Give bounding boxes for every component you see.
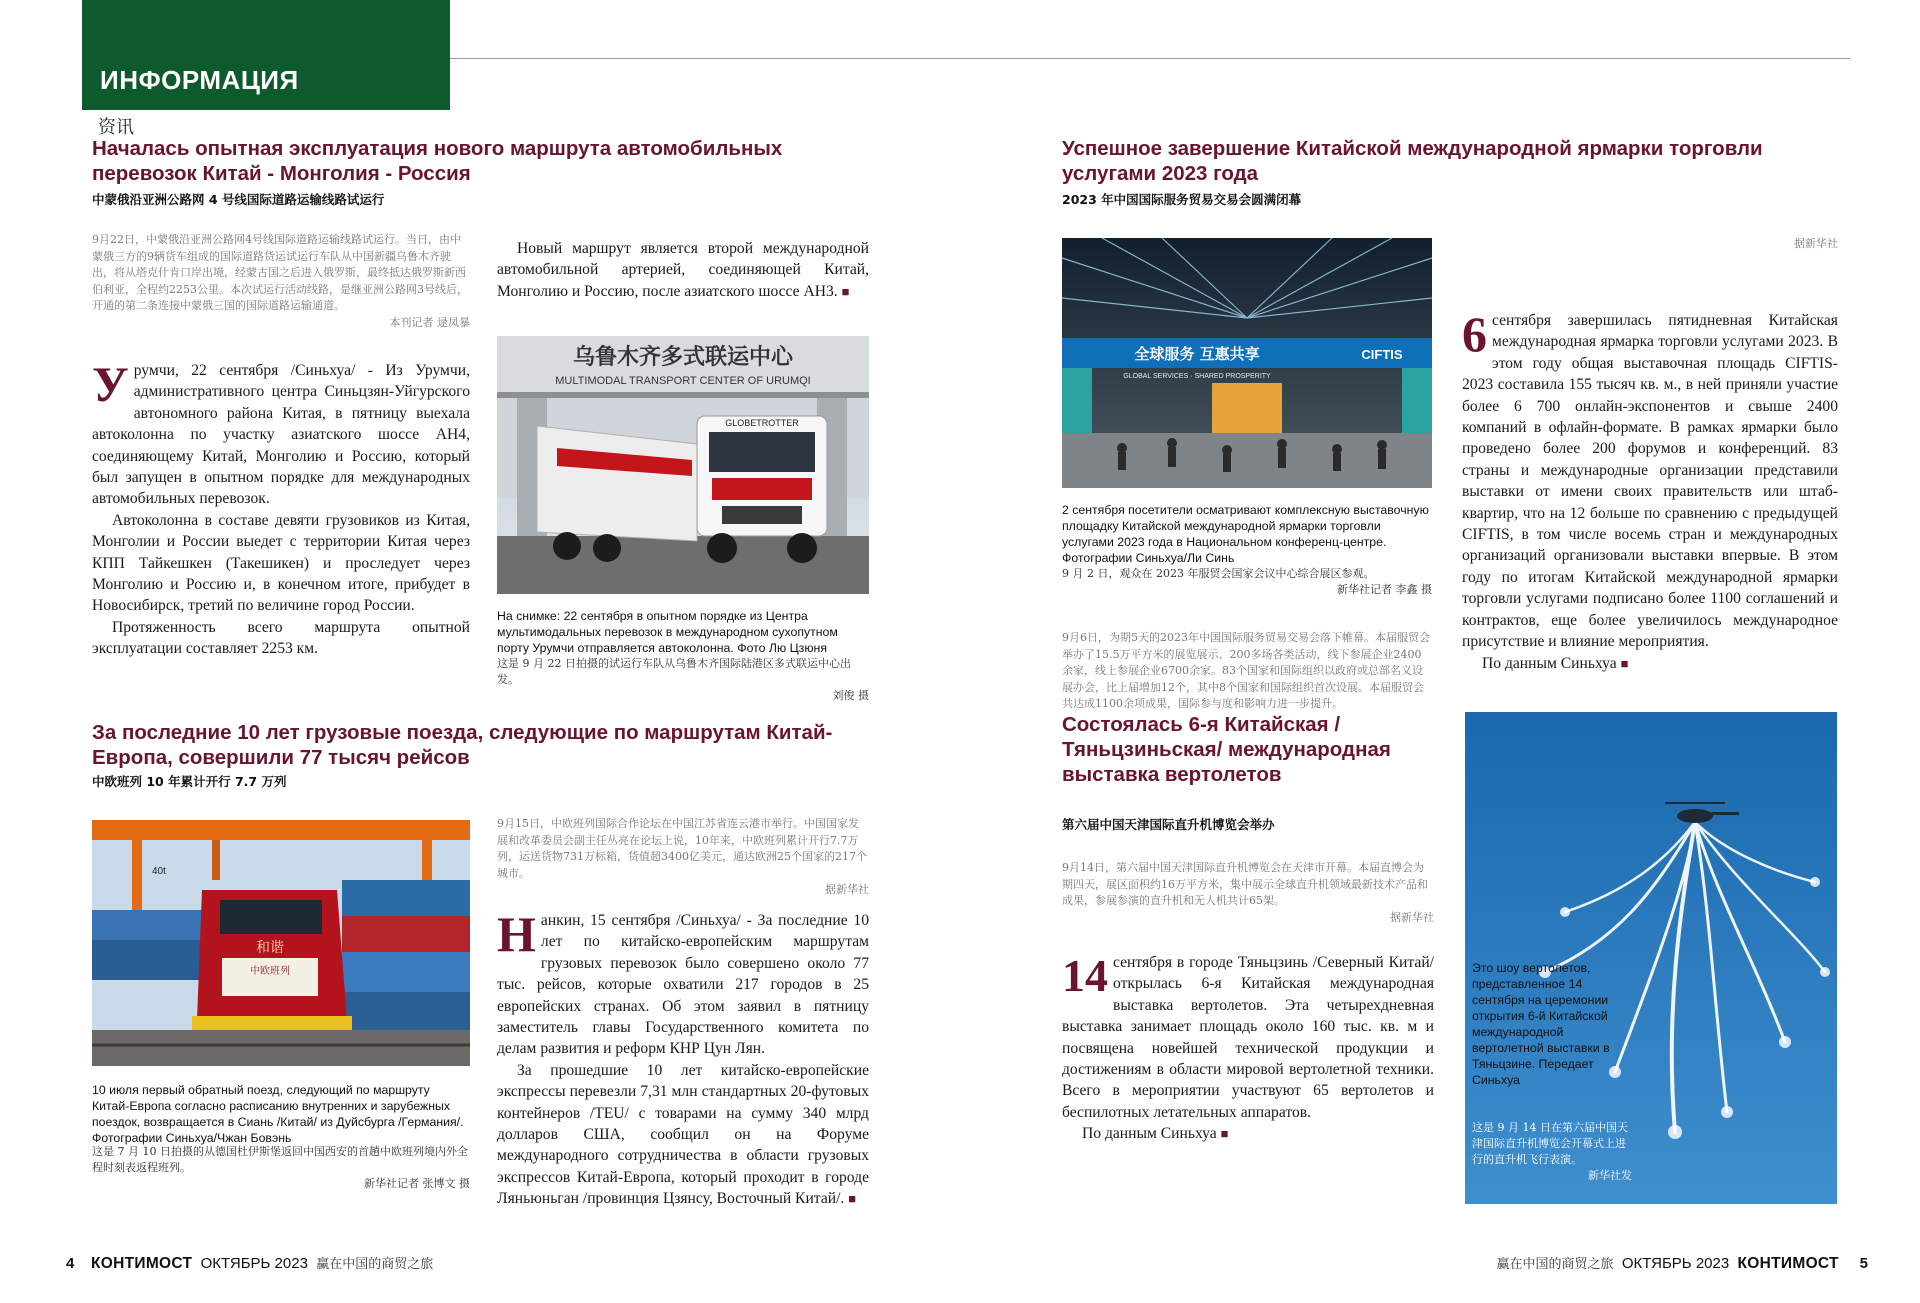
footer-left bbox=[66, 1253, 433, 1273]
article3-summary-cn-part1 bbox=[1062, 630, 1432, 710]
article4-source-text: По данным Синьхуа bbox=[1082, 1125, 1217, 1143]
train-photo-banner-cn: 中欧班列 bbox=[250, 966, 290, 977]
article3-p1-text: сентября завершилась пятидневная Китайская международная ярмарка торговли услугами 2023. В этом году общая выставочная площадь CIFTIS-2023 составила 155 тысяч кв. м., в ней приняли участие более 6 700 онлайн-экспонентов и свыше 2400 компаний в офлайн-формате. В рамках ярмарки было проведено более 200 форумов и конференций. 83 страны и международные организации представили выставки от имени своих правительств или штаб-квартир, что на 12 больше по сравнению с предыдущей CIFTIS, в том числе восемь стран и международных организаций организовали выставки впервые. В этом году по итогам Китайской международной ярмарки торговли услугами подписано более 1100 соглашений и контрактов, еще более увеличилось международное присутствие и влияние мероприятия. bbox=[1462, 312, 1838, 651]
article4-photo-caption-source: 新华社发 bbox=[1588, 1169, 1632, 1182]
section-header-tab bbox=[82, 0, 450, 110]
article2-summary-cn-text: 9月15日，中欧班列国际合作论坛在中国江苏省连云港市举行。中国国家发展和改革委员会副主任丛亮在论坛上说，10年来，中欧班列累计开行7.7万列，运送货物731万标箱，货值超3400亿美元，通达欧洲25个国家的217个城市。 bbox=[497, 817, 867, 880]
article1-subtitle-cn: 中蒙俄沿亚洲公路网 4 号线国际道路运输线路试运行 bbox=[92, 192, 385, 207]
ciftis-photo-banner-en: GLOBAL SERVICES · SHARED PROSPERITY bbox=[1123, 373, 1271, 380]
article1-body-col1 bbox=[92, 356, 470, 660]
train-photo-number: 40t bbox=[152, 866, 166, 877]
article3-source bbox=[1462, 653, 1838, 674]
article3-paragraph-1 bbox=[1462, 306, 1838, 653]
article4-summary-source: 据新华社 bbox=[1390, 910, 1434, 924]
train-photo-loco-cn: 和谐 bbox=[256, 940, 284, 956]
article3-title: Успешное завершение Китайской международной ярмарки торговли услугами 2023 года bbox=[1062, 137, 1763, 185]
article2-body bbox=[497, 906, 869, 1210]
article1-summary-source: 本刊记者 逯凤暴 bbox=[389, 315, 470, 329]
article3-caption-cn-source: 新华社记者 李鑫 摄 bbox=[1337, 583, 1432, 596]
ciftis-photo-logo: CIFTIS bbox=[1361, 347, 1403, 362]
truck-photo-sign-cn: 乌鲁木齐多式联运中心 bbox=[572, 345, 794, 370]
article3-summary-cn-text: 9月6日，为期5天的2023年中国国际服务贸易交易会落下帷幕。本届服贸会举办了15.5万平方米的展览展示、200多场各类活动，线下参展企业2400余家，线上参展企业6700余家。83个国家和国际组织以政府或总部名义设展办会，比上届增加12个，其中8个国家和国际组织首次设展。本届服贸会共达成1100余项成果，国际参与度和影响力进一步提升。 bbox=[1062, 631, 1430, 710]
article1-summary-cn bbox=[92, 232, 470, 331]
article4-title: Состоялась 6-я Китайская /Тяньцзиньская/ международная выставка вертолетов bbox=[1062, 713, 1391, 786]
article4-summary-cn bbox=[1062, 860, 1434, 926]
article3-photo-ciftis bbox=[1062, 238, 1432, 488]
article2-title: За последние 10 лет грузовые поезда, следующие по маршрутам Китай-Европа, совершили 77 тысяч рейсов bbox=[92, 721, 833, 769]
article3-summary-cn-part2 bbox=[1462, 236, 1838, 286]
article3-source-text: По данным Синьхуа bbox=[1482, 654, 1617, 672]
article4-source bbox=[1062, 1123, 1434, 1144]
article2-caption-cn-text: 这是 7 月 10 日拍摄的从德国杜伊斯堡返回中国西安的首趟中欧班列境内外全程时刻表返程班列。 bbox=[92, 1145, 468, 1174]
article2-summary-source: 据新华社 bbox=[825, 883, 869, 896]
article4-photo-caption-cn-text: 这是 9 月 14 日在第六届中国天津国际直升机博览会开幕式上进行的直升机飞行表演。 bbox=[1472, 1121, 1628, 1166]
article4-photo-caption-cn bbox=[1472, 1120, 1632, 1184]
article1-photo-truck bbox=[497, 336, 869, 594]
article2-caption-cn-source: 新华社记者 张博文 摄 bbox=[364, 1177, 470, 1190]
article4-drop-cap: 14 bbox=[1062, 950, 1108, 1001]
page-number-left: 4 bbox=[66, 1255, 75, 1272]
footer-brand-left: КОНТИМОСТ bbox=[91, 1255, 193, 1272]
article1-paragraph-4 bbox=[497, 238, 869, 302]
article1-caption-cn-text: 这是 9 月 22 日拍摄的试运行车队从乌鲁木齐国际陆港区多式联运中心出发。 bbox=[497, 657, 851, 686]
article1-caption: На снимке: 22 сентября в опытном порядке из Центра мультимодальных перевозок в международном сухопутном порту Урумчи отправляется автоколонна. Фото Лю Цзюня bbox=[497, 609, 838, 655]
article3-caption-cn bbox=[1062, 566, 1432, 598]
article1-paragraph-2: Автоколонна в составе девяти грузовиков из Китая, Монголии и России выедет с территории Китая через КПП Тайкешкен (Такешикен) и проследует через Монголию и Россию и, в конечном итоге, прибудет в Новосибирск, третий по величине город России. bbox=[92, 511, 470, 615]
section-title: ИНФОРМАЦИЯ bbox=[100, 65, 299, 95]
article4-end-mark: ■ bbox=[1220, 1126, 1229, 1142]
article4-photo-caption: Это шоу вертолетов, представленное 14 сентября на церемонии открытия 6-й Китайской международной вертолетной выставки в Тяньцзине. Передает Синьхуа bbox=[1472, 961, 1610, 1087]
article1-title: Началась опытная эксплуатация нового маршрута автомобильных перевозок Китай - Монголия - Россия bbox=[92, 137, 783, 185]
article3-body bbox=[1462, 306, 1838, 674]
truck-photo-sign-en: MULTIMODAL TRANSPORT CENTER OF URUMQI bbox=[555, 375, 811, 387]
article3-summary-source: 据新华社 bbox=[1794, 237, 1838, 250]
article2-caption-cn bbox=[92, 1144, 470, 1192]
article4-paragraph-1 bbox=[1062, 952, 1434, 1123]
article2-paragraph-2 bbox=[497, 1060, 869, 1210]
article3-end-mark: ■ bbox=[1620, 655, 1629, 671]
article2-drop-cap: Н bbox=[497, 906, 536, 962]
header-rule bbox=[450, 58, 1850, 59]
truck-photo-label: GLOBETROTTER bbox=[725, 418, 799, 428]
footer-tagline-right: 赢在中国的商贸之旅 bbox=[1496, 1257, 1614, 1272]
article1-p4-text: Новый маршрут является второй международной автомобильной артерией, соединяющей Китай, Монголию и Россию, после азиатского шоссе АН3. bbox=[497, 240, 869, 300]
article3-drop-cap: 6 bbox=[1462, 306, 1487, 362]
article1-body-col2 bbox=[497, 238, 869, 302]
footer-brand-right: КОНТИМОСТ bbox=[1737, 1255, 1839, 1272]
footer-month-right: ОКТЯБРЬ 2023 bbox=[1621, 1255, 1730, 1272]
article1-caption-cn-source: 刘俊 摄 bbox=[832, 689, 869, 702]
article2-end-mark: ■ bbox=[848, 1191, 857, 1207]
article4-summary-cn-text: 9月14日，第六届中国天津国际直升机博览会在天津市开幕。本届直博会为期四天，展区面积约16万平方米，集中展示全球直升机领域最新技术产品和成果，参展参演的直升机和无人机共计65架。 bbox=[1062, 861, 1428, 907]
article4-body bbox=[1062, 952, 1434, 1145]
article1-paragraph-3: Протяженность всего маршрута опытной эксплуатации составляет 2253 км. bbox=[92, 618, 470, 658]
page-number-right: 5 bbox=[1859, 1255, 1868, 1272]
article2-photo-train bbox=[92, 820, 470, 1066]
article2-caption: 10 июля первый обратный поезд, следующий по маршруту Китай-Европа согласно расписанию внутренних и зарубежных поездок, возвращается в Сиань /Китай/ из Дуйсбурга /Германия/. Фотографии Синьхуа/Чжан Бовэнь bbox=[92, 1083, 464, 1145]
article2-p2-text: За прошедшие 10 лет китайско-европейские экспрессы перевезли 7,31 млн стандартных 20-футовых контейнеров /TEU/ с товарами на сумму 340 млрд долларов США, сообщил он на Форуме международного сотрудничества в области грузовых экспрессов Китай-Европа, который проходит в городе Ляньюньган /провинция Цзянсу, Восточный Китай/. bbox=[497, 1061, 869, 1208]
article1-summary-cn-text: 9月22日，中蒙俄沿亚洲公路网4号线国际道路运输线路试运行。当日，由中蒙俄三方的9辆货车组成的国际道路货运试运行车队从中国新疆乌鲁木齐驶出，将从塔克什肯口岸出境，经蒙古国之后进入俄罗斯，最终抵达俄罗斯新西伯利亚，全程约2253公里。本次试运行活动线路，是继亚洲公路网3号线后，开通的第二条连接中蒙俄三国的国际道路运输通道。 bbox=[92, 233, 468, 312]
article2-paragraph-1 bbox=[497, 906, 869, 1060]
article1-p1-text: румчи, 22 сентября /Синьхуа/ - Из Урумчи, административного центра Синьцзян-Уйгурского автономного района Китая, в пятницу выехала автоколонна по участку азиатского шоссе AH4, соединяющему Китай, Монголию и Россию, который был запущен в опытном порядке для международных автомобильных перевозок. bbox=[92, 362, 470, 508]
article2-p1-text: анкин, 15 сентября /Синьхуа/ - За последние 10 лет по китайско-европейским маршрутам грузовых перевозок было совершено около 77 тыс. рейсов, которые охватили 217 городов в 25 европейских странах. Об этом заявил в пятницу заместитель главы Государственного комитета по делам развития и реформ КНР Цун Лян. bbox=[497, 912, 869, 1058]
article1-paragraph-1 bbox=[92, 356, 470, 510]
article1-drop-cap: У bbox=[92, 356, 129, 412]
footer-right bbox=[1497, 1253, 1868, 1273]
article2-subtitle-cn: 中欧班列 10 年累计开行 7.7 万列 bbox=[92, 774, 287, 789]
article2-summary-cn bbox=[497, 816, 869, 899]
section-title-cn: 资讯 bbox=[98, 117, 134, 138]
article1-caption-cn bbox=[497, 656, 869, 704]
article1-end-mark: ■ bbox=[841, 283, 850, 299]
article4-p1-text: сентября в городе Тяньцзинь /Северный Китай/ открылась 6-я Китайская международная выставка вертолетов. Эта четырехдневная выставка занимает площадь около 160 тыс. кв. м и посвящена новейшей технической продукции и достижениям в области мировой вертолетной техники. Всего в мероприятии участвуют 65 вертолетов и беспилотных летательных аппаратов. bbox=[1062, 954, 1434, 1121]
footer-month-left: ОКТЯБРЬ 2023 bbox=[200, 1255, 308, 1272]
article3-subtitle-cn: 2023 年中国国际服务贸易交易会圆满闭幕 bbox=[1062, 192, 1302, 207]
article3-caption: 2 сентября посетители осматривают комплексную выставочную площадку Китайской международной ярмарки торговли услугами 2023 года в Национальном конференц-центре. Фотографии Синьхуа/Ли Синь bbox=[1062, 503, 1429, 565]
footer-tagline-left: 赢在中国的商贸之旅 bbox=[316, 1257, 434, 1272]
ciftis-photo-banner-cn: 全球服务 互惠共享 bbox=[1134, 345, 1260, 363]
article3-caption-cn-text: 9 月 2 日，观众在 2023 年服贸会国家会议中心综合展区参观。 bbox=[1062, 567, 1375, 580]
article4-subtitle-cn: 第六届中国天津国际直升机博览会举办 bbox=[1062, 817, 1275, 832]
